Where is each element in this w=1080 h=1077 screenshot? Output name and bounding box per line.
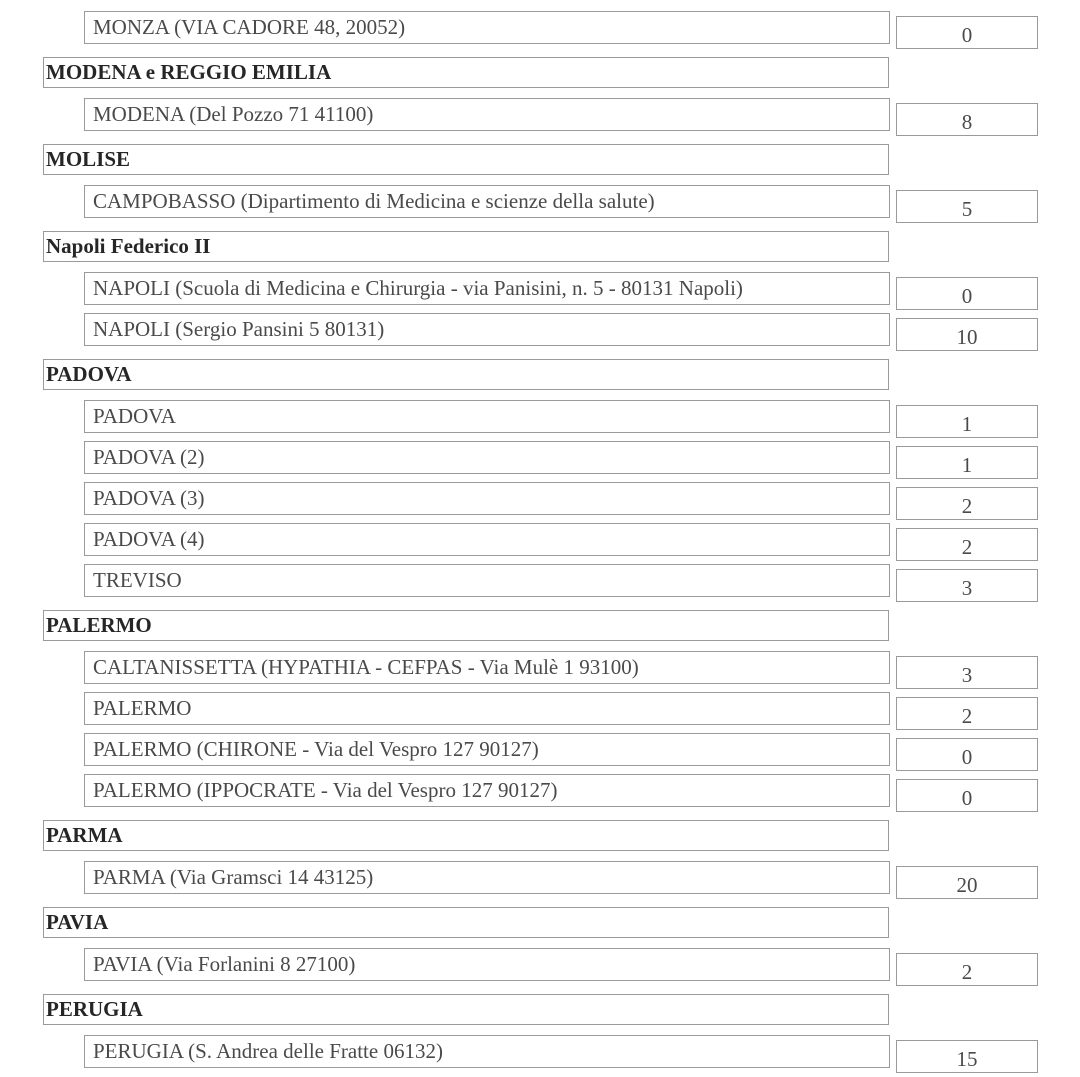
site-count[interactable]: 2 (896, 487, 1038, 520)
site-count[interactable]: 3 (896, 656, 1038, 689)
site-count[interactable]: 3 (896, 569, 1038, 602)
site-label: MODENA (Del Pozzo 71 41100) (84, 98, 890, 131)
group-header: PERUGIA (43, 994, 889, 1025)
group-header: PARMA (43, 820, 889, 851)
site-label: PADOVA (3) (84, 482, 890, 515)
group-header: PALERMO (43, 610, 889, 641)
site-label: PADOVA (4) (84, 523, 890, 556)
site-label: PERUGIA (S. Andrea delle Fratte 06132) (84, 1035, 890, 1068)
site-label: PADOVA (84, 400, 890, 433)
site-count[interactable]: 10 (896, 318, 1038, 351)
site-label: CALTANISSETTA (HYPATHIA - CEFPAS - Via Mulè 1 93100) (84, 651, 890, 684)
group-header: MODENA e REGGIO EMILIA (43, 57, 889, 88)
site-count[interactable]: 2 (896, 953, 1038, 986)
site-label: NAPOLI (Sergio Pansini 5 80131) (84, 313, 890, 346)
site-label: TREVISO (84, 564, 890, 597)
site-label: PALERMO (84, 692, 890, 725)
group-header: PAVIA (43, 907, 889, 938)
site-count[interactable]: 8 (896, 103, 1038, 136)
site-count[interactable]: 5 (896, 190, 1038, 223)
site-count[interactable]: 1 (896, 446, 1038, 479)
site-count[interactable]: 2 (896, 528, 1038, 561)
site-label: PADOVA (2) (84, 441, 890, 474)
site-label: MONZA (VIA CADORE 48, 20052) (84, 11, 890, 44)
site-label: PALERMO (IPPOCRATE - Via del Vespro 127 90127) (84, 774, 890, 807)
group-header: PADOVA (43, 359, 889, 390)
site-count[interactable]: 2 (896, 697, 1038, 730)
site-count[interactable]: 0 (896, 779, 1038, 812)
site-count[interactable]: 20 (896, 866, 1038, 899)
group-header: MOLISE (43, 144, 889, 175)
site-count[interactable]: 0 (896, 277, 1038, 310)
site-count[interactable]: 15 (896, 1040, 1038, 1073)
site-label: PALERMO (CHIRONE - Via del Vespro 127 90127) (84, 733, 890, 766)
site-count[interactable]: 0 (896, 738, 1038, 771)
group-header: Napoli Federico II (43, 231, 889, 262)
site-label: PAVIA (Via Forlanini 8 27100) (84, 948, 890, 981)
site-count[interactable]: 0 (896, 16, 1038, 49)
site-label: NAPOLI (Scuola di Medicina e Chirurgia - via Panisini, n. 5 - 80131 Napoli) (84, 272, 890, 305)
site-count[interactable]: 1 (896, 405, 1038, 438)
site-label: CAMPOBASSO (Dipartimento di Medicina e scienze della salute) (84, 185, 890, 218)
site-label: PARMA (Via Gramsci 14 43125) (84, 861, 890, 894)
